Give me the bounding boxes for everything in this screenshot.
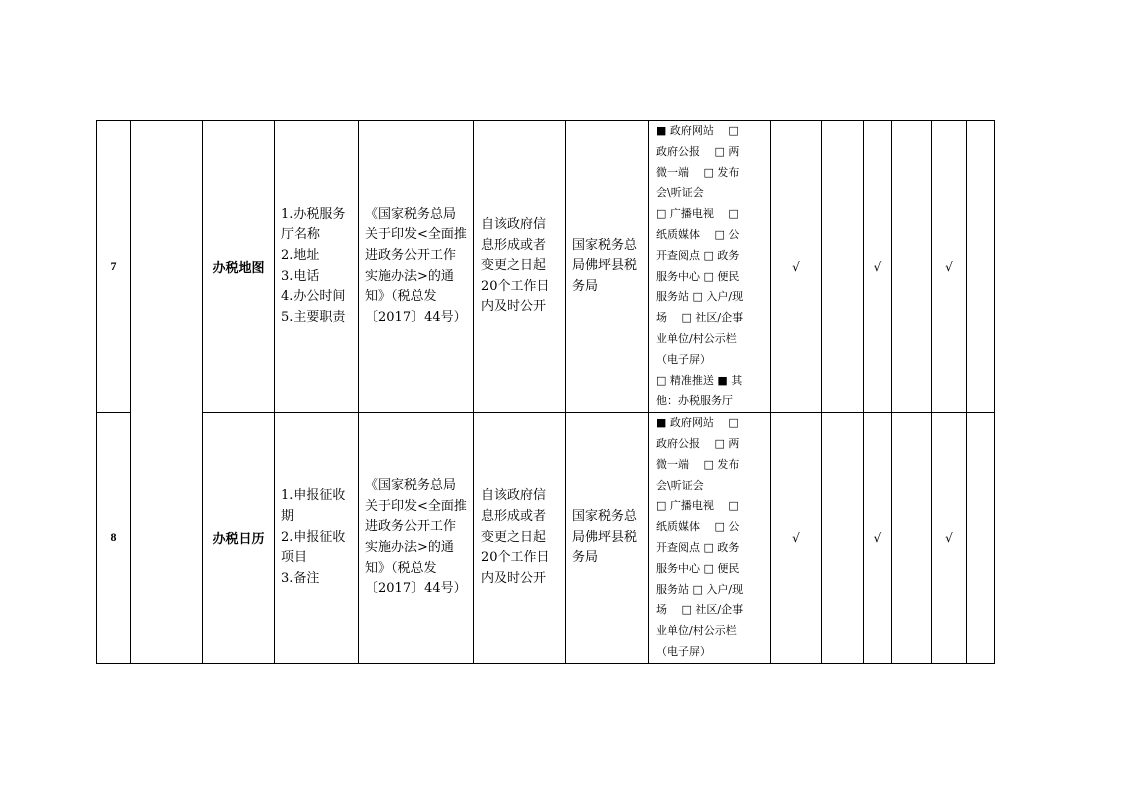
channel-line: 会\听证会 (656, 478, 704, 492)
basis-line: 进政务公开工作 (365, 247, 457, 263)
row-number: 7 (97, 121, 131, 413)
disclosure-time (474, 413, 566, 664)
channel-line: □ 精准推送 ■ 其 (656, 373, 743, 387)
time-line: 20个工作日 (481, 550, 550, 566)
check-cell (892, 121, 932, 413)
content-line: 1.申报征收 (281, 488, 346, 504)
content-line: 2.地址 (281, 247, 320, 263)
check-cell: √ (932, 121, 967, 413)
subject-line: 国家税务总 (572, 237, 638, 253)
channel-line: 服务站 □ 入户/现 (656, 290, 744, 304)
basis-line: 关于印发<全面推 (365, 498, 467, 514)
channel-line: （电子屏） (656, 352, 711, 366)
check-cell (822, 121, 864, 413)
channel-line: 纸质媒体 □ 公 (656, 520, 740, 534)
basis-line: 进政务公开工作 (365, 519, 457, 535)
check-cell: √ (932, 413, 967, 664)
disclosure-channels (649, 413, 771, 664)
subject-line: 务局 (572, 278, 599, 294)
content-line: 4.办公时间 (281, 289, 346, 305)
row-number: 8 (97, 413, 131, 664)
table-row (97, 121, 995, 413)
basis-line: 实施办法>的通 (365, 268, 454, 284)
channel-line: 微一端 □ 发布 (656, 165, 740, 179)
category-cell (131, 121, 203, 664)
content-line: 厅名称 (281, 227, 321, 243)
time-line: 内及时公开 (481, 299, 547, 315)
channel-line: 开查阅点 □ 政务 (656, 248, 740, 262)
content-line: 期 (281, 509, 295, 525)
basis-line: 《国家税务总局 (365, 478, 457, 494)
item-name: 办税日历 (203, 413, 275, 664)
basis-line: 《国家税务总局 (365, 206, 457, 222)
subject-line: 国家税务总 (572, 509, 638, 525)
basis-line: 知》（税总发 (365, 560, 437, 576)
channel-line: ■ 政府网站 □ (656, 124, 739, 137)
check-cell (967, 121, 995, 413)
check-cell (967, 413, 995, 664)
check-cell: √ (864, 121, 892, 413)
basis-line: 〔2017〕44号） (365, 309, 467, 325)
basis-line: 实施办法>的通 (365, 539, 454, 555)
channel-line: 服务站 □ 入户/现 (656, 582, 744, 596)
time-line: 息形成或者 (481, 509, 547, 525)
subject-line: 局佛坪县税 (572, 529, 638, 545)
disclosure-basis (359, 413, 474, 664)
subject-line: 务局 (572, 550, 599, 566)
time-line: 20个工作日 (481, 278, 550, 294)
channel-line: 微一端 □ 发布 (656, 457, 740, 471)
channel-line: 场 □ 社区/企事 (656, 311, 744, 325)
channel-line: □ 广播电视 □ (656, 207, 739, 221)
disclosure-basis (359, 121, 474, 413)
check-cell (892, 413, 932, 664)
check-cell: √ (771, 413, 822, 664)
check-cell: √ (864, 413, 892, 664)
check-cell: √ (771, 121, 822, 413)
channel-line: 服务中心 □ 便民 (656, 269, 740, 283)
content-line: 3.备注 (281, 570, 320, 586)
channel-line: 业单位/村公示栏 (656, 331, 737, 345)
channel-line: 业单位/村公示栏 (656, 624, 737, 638)
channel-line: 会\听证会 (656, 186, 704, 200)
channel-line: 场 □ 社区/企事 (656, 603, 744, 617)
content-line: 2.申报征收 (281, 529, 346, 545)
item-name: 办税地图 (203, 121, 275, 413)
channel-line: ■ 政府网站 □ (656, 416, 739, 430)
channel-line: （电子屏） (656, 644, 711, 658)
content-line: 5.主要职责 (281, 309, 346, 325)
content-line: 1.办税服务 (281, 206, 346, 222)
channel-line: 政府公报 □ 两 (656, 436, 740, 450)
time-line: 变更之日起 (481, 258, 547, 274)
basis-line: 知》（税总发 (365, 289, 437, 305)
content-line: 3.电话 (281, 268, 320, 284)
disclosure-content (275, 413, 359, 664)
disclosure-time (474, 121, 566, 413)
table-row (97, 413, 995, 664)
subject-line: 局佛坪县税 (572, 258, 638, 274)
time-line: 自该政府信 (481, 488, 547, 504)
basis-line: 关于印发<全面推 (365, 227, 467, 243)
channel-line: □ 广播电视 □ (656, 499, 739, 513)
channel-line: 服务中心 □ 便民 (656, 561, 740, 575)
disclosure-subject (566, 121, 649, 413)
content-line: 项目 (281, 550, 308, 566)
channel-line: 政府公报 □ 两 (656, 144, 740, 158)
disclosure-content (275, 121, 359, 413)
time-line: 变更之日起 (481, 529, 547, 545)
channel-line: 开查阅点 □ 政务 (656, 540, 740, 554)
check-cell (822, 413, 864, 664)
channel-line: 他：办税服务厅 (656, 394, 733, 408)
time-line: 内及时公开 (481, 570, 547, 586)
basis-line: 〔2017〕44号） (365, 581, 467, 597)
disclosure-table (96, 120, 995, 664)
time-line: 自该政府信 (481, 217, 547, 233)
disclosure-channels (649, 121, 771, 413)
time-line: 息形成或者 (481, 237, 547, 253)
disclosure-subject (566, 413, 649, 664)
channel-line: 纸质媒体 □ 公 (656, 227, 740, 241)
